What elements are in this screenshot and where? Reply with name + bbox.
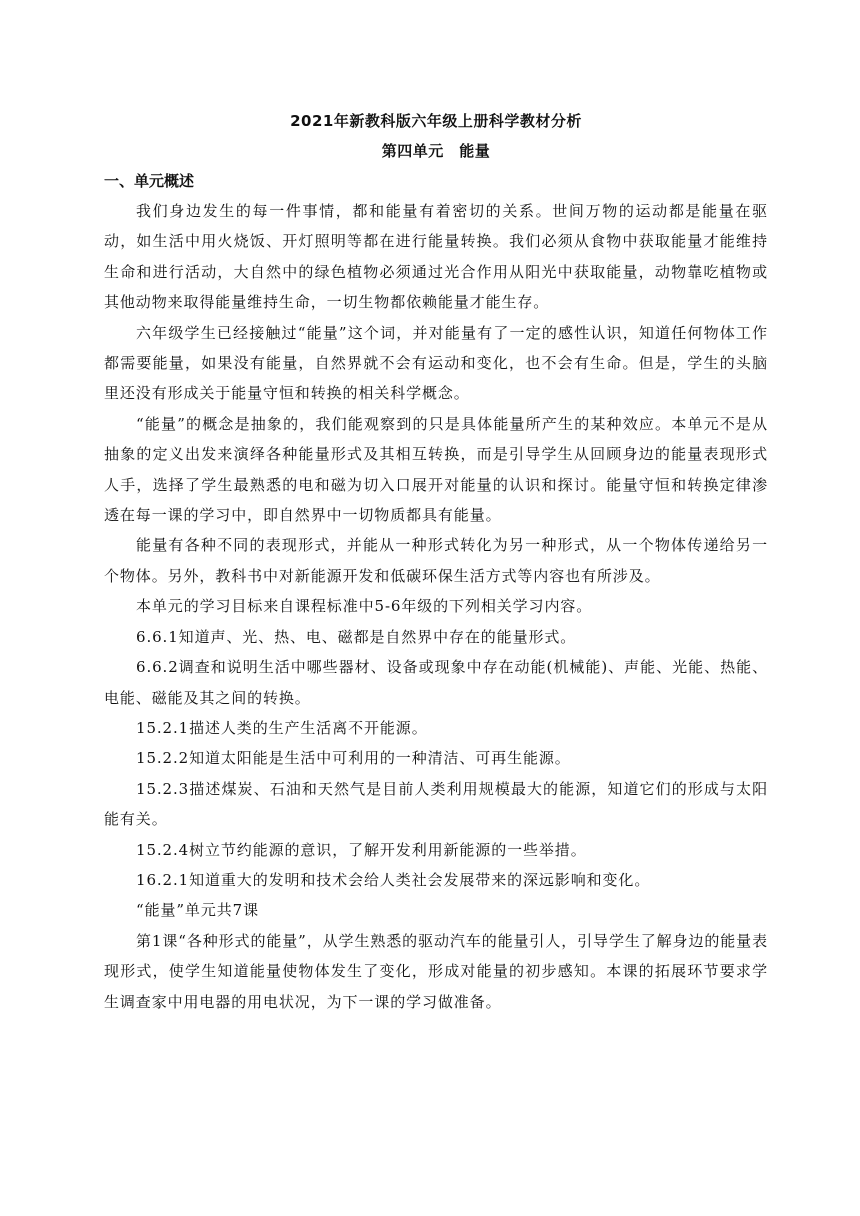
standard-item: 15.2.1描述人类的生产生活离不开能源。 [136,718,428,737]
standard-item: 15.2.4树立节约能源的意识，了解开发利用新能源的一些举措。 [136,840,587,859]
section-heading: 一、单元概述 [104,172,195,190]
paragraph: 第1课“各种形式的能量”，从学生熟悉的驱动汽车的能量引人，引导学生了解身边的能量表现形式，使学生知道能量使物体发生了变化，形成对能量的初步感知。本课的拓展环节要求学生调查家中用电器的用电状况，为下一课的学习做准备。 [104,931,768,1011]
paragraph: 六年级学生已经接触过“能量”这个词，并对能量有了一定的感性认识，知道任何物体工作都需要能量，如果没有能量，自然界就不会有运动和变化，也不会有生命。但是，学生的头脑里还没有形成关于能量守恒和转换的相关科学概念。 [104,323,768,403]
paragraph: “能量”的概念是抽象的，我们能观察到的只是具体能量所产生的某种效应。本单元不是从抽象的定义出发来演绎各种能量形式及其相互转换，而是引导学生从回顾身边的能量表现形式人手，选择了学生最熟悉的电和磁为切入口展开对能量的认识和探讨。能量守恒和转换定律渗透在每一课的学习中，即自然界中一切物质都具有能量。 [104,414,768,525]
document-page [104,106,768,1017]
standard-item: 6.6.1知道声、光、热、电、磁都是自然界中存在的能量形式。 [136,627,577,646]
paragraph: 能量有各种不同的表现形式，并能从一种形式转化为另一种形式，从一个物体传递给另一个物体。另外，教科书中对新能源开发和低碳环保生活方式等内容也有所涉及。 [104,536,768,585]
standard-item: 15.2.2知道太阳能是生活中可利用的一种清洁、可再生能源。 [136,749,571,768]
paragraph: 我们身边发生的每一件事情，都和能量有着密切的关系。世间万物的运动都是能量在驱动，如生活中用火烧饭、开灯照明等都在进行能量转换。我们必须从食物中获取能量才能维持生命和进行活动，大自然中的绿色植物必须通过光合作用从阳光中获取能量，动物靠吃植物或其他动物来取得能量维持生命，一切生物都依赖能量才能生存。 [104,202,768,312]
unit-subtitle: 第四单元 能量 [381,142,491,160]
standard-item: 16.2.1知道重大的发明和技术会给人类社会发展带来的深远影响和变化。 [136,870,651,889]
section-body [104,196,768,1017]
standard-item: 6.6.2调查和说明生活中哪些器材、设备或现象中存在动能(机械能)、声能、光能、热能、电能、磁能及其之间的转换。 [104,658,768,707]
document-title: 2021年新教科版六年级上册科学教材分析 [290,112,582,130]
paragraph: 本单元的学习目标来自课程标准中5-6年级的下列相关学习内容。 [136,597,593,616]
paragraph: “能量”单元共7课 [136,901,259,920]
standard-item: 15.2.3描述煤炭、石油和天然气是目前人类利用规模最大的能源，知道它们的形成与太阳能有关。 [104,779,768,829]
